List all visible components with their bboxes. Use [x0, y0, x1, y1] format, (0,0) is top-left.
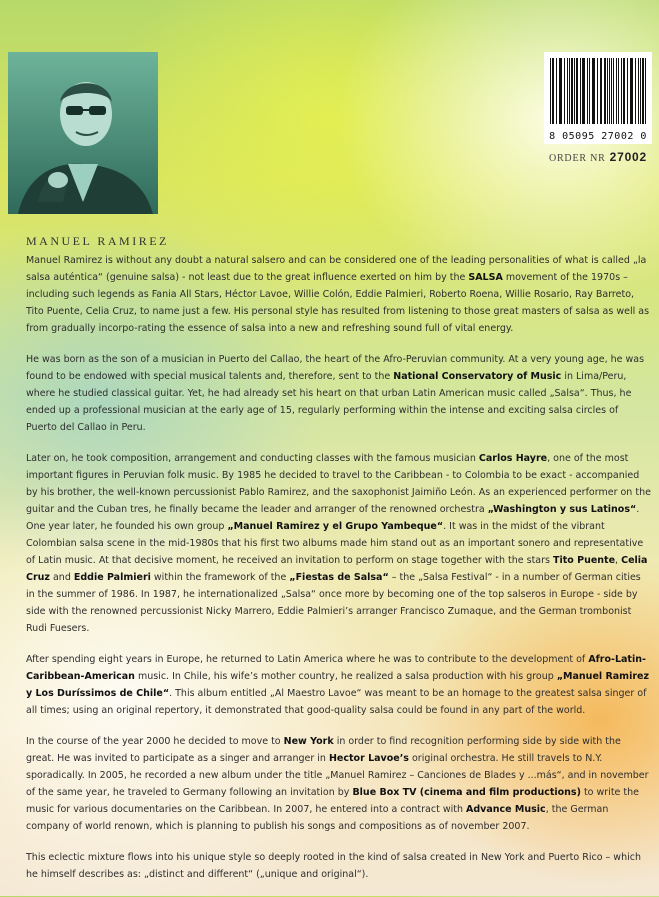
text-run: in Lima/Peru, where he studied classical guitar. Yet, he had already set his heart on that urban Latin American music called „Salsa“. Thus, he ended up a professional musician at the early age of 15, regularly performing within the intense and exciting salsa circles of Puerto del Callao in Peru.: [26, 371, 632, 433]
barcode-bar: [613, 58, 614, 124]
text-run: Later on, he took composition, arrangement and conducting classes with the famous musician: [26, 453, 479, 464]
highlighted-term: „Manuel Ramirez y Los Duríssimos de Chile“: [26, 671, 649, 699]
barcode-bar: [567, 58, 568, 124]
barcode-bar: [621, 58, 622, 124]
text-run: . One year later, he founded his own group: [26, 504, 640, 532]
barcode-bar: [604, 58, 606, 124]
barcode-bar: [587, 58, 588, 124]
text-run: After spending eight years in Europe, he returned to Latin America where he was to contribute to the development of: [26, 654, 589, 665]
barcode-bar: [645, 58, 646, 124]
barcode-bar: [582, 58, 585, 124]
highlighted-term: Eddie Palmieri: [73, 572, 151, 583]
barcode-bar: [638, 58, 639, 124]
highlighted-term: SALSA: [468, 272, 503, 283]
text-run: In the course of the year 2000 he decided to move to: [26, 736, 284, 747]
text-run: original orchestra. He still travels to N.Y. sporadically. In 2005, he recorded a new album under the title „Manuel Ramirez – Canciones de Blades y ...más“, and in november of the same year, he traveled to Germany following an invitation by: [26, 753, 649, 798]
barcode-bar: [623, 58, 625, 124]
order-value: 27002: [609, 150, 647, 164]
barcode-bar: [574, 58, 575, 124]
biography-text: [26, 252, 652, 897]
barcode-bar: [559, 58, 562, 124]
text-run: within the framework of the: [150, 572, 290, 583]
biography-paragraph: [26, 651, 652, 719]
biography-paragraph: [26, 351, 652, 436]
order-number: [549, 150, 647, 164]
barcode-bar: [556, 58, 557, 124]
highlighted-term: „Fiestas de Salsa“: [289, 572, 389, 583]
highlighted-term: New York: [283, 736, 334, 747]
highlighted-term: Tito Puente: [553, 555, 616, 566]
artist-portrait-image: [8, 52, 158, 214]
barcode-bar: [630, 58, 633, 124]
text-run: movement of the 1970s – including such legends as Fania All Stars, Héctor Lavoe, Willie Colón, Eddie Palmieri, Roberto Roena, Willie Rosario, Ray Barreto, Tito Puente, Celia Cruz, to name just a few. His personal style has resulted from listening to those great masters of salsa as well as from gradually incorpo-rating the essence of salsa into a new and refreshing sound full of vital energy.: [26, 272, 650, 334]
barcode-bar: [616, 58, 617, 124]
barcode-bar: [611, 58, 612, 124]
text-run: , the German company of world renown, which is planning to publish his songs and compositions as of november 2007.: [26, 804, 609, 832]
barcode-bar: [607, 58, 608, 124]
barcode: [544, 52, 652, 144]
barcode-bar: [580, 58, 581, 124]
biography-paragraph: [26, 450, 652, 637]
highlighted-term: Carlos Hayre: [478, 453, 548, 464]
barcode-bar: [592, 58, 595, 124]
highlighted-term: Hector Lavoe’s: [328, 753, 409, 764]
barcode-bar: [640, 58, 641, 124]
text-run: – the „Salsa Festival“ - in a number of German cities in the summer of 1986. In 1987, he internationalized „Salsa“ once more by becoming one of the top salseros in Europe - side by side with the renowned percussionist Nicky Marrero, Eddie Palmieri’s arranger Francisco Zumaque, and the German trombonist Rudi Fuesers.: [26, 572, 641, 634]
barcode-bar: [552, 58, 554, 124]
highlighted-term: Advance Music: [466, 804, 546, 815]
barcode-bar: [576, 58, 578, 124]
highlighted-term: Afro-Latin-Caribbean-American: [26, 654, 646, 682]
text-run: and: [49, 572, 74, 583]
text-run: ,: [615, 555, 622, 566]
text-run: , one of the most important figures in Peruvian folk music. By 1985 he decided to travel to the Caribbean - to Colombia to be exact - accompanied by his brother, the well-known percussionist Pablo Ramirez, and the saxophonist Jaimiño León. As an experienced performer on the guitar and the Cuban tres, he finally became the leader and arranger of the renowned orchestra: [26, 453, 651, 515]
biography-paragraph: [26, 733, 652, 835]
barcode-bar: [571, 58, 573, 124]
barcode-bar: [569, 58, 570, 124]
text-run: to write the music for various documentaries on the Caribbean. In 2007, he entered into a contract with: [26, 787, 639, 815]
barcode-bar: [564, 58, 565, 124]
text-run: . This album entitled „Al Maestro Lavoe“ was meant to be an homage to the greatest salsa singer of all times; using an original repertory, it demonstrated that good-quality salsa could be found in any part of the world.: [26, 688, 647, 716]
biography-paragraph: [26, 849, 652, 883]
barcode-bar: [597, 58, 598, 124]
text-run: music. In Chile, his wife’s mother country, he realized a salsa production with his group: [134, 671, 557, 682]
text-run: He was born as the son of a musician in Puerto del Callao, the heart of the Afro-Peruvian community. At a very young age, he was found to be endowed with special musical talents and, therefore, sent to the: [26, 354, 645, 382]
highlighted-term: „Manuel Ramirez y el Grupo Yambeque“: [227, 521, 444, 532]
highlighted-term: Celia Cruz: [26, 555, 648, 583]
barcode-bar: [627, 58, 628, 124]
text-run: in order to find recognition performing side by side with the great. He was invited to participate as a singer and arranger in: [26, 736, 621, 764]
text-run: This eclectic mixture flows into his unique style so deeply rooted in the kind of salsa created in New York and Puerto Rico – which he himself describes as: „distinct and different“ („unique and original“).: [26, 852, 641, 880]
barcode-bar: [589, 58, 590, 124]
barcode-bar: [600, 58, 602, 124]
barcode-bars: [544, 52, 652, 128]
barcode-bar: [609, 58, 610, 124]
biography-paragraph: [26, 252, 652, 337]
barcode-bar: [642, 58, 644, 124]
barcode-bar: [618, 58, 619, 124]
barcode-digits: 8 05095 27002 0: [549, 131, 647, 142]
highlighted-term: „Washington y sus Latinos“: [487, 504, 637, 515]
highlighted-term: Blue Box TV (cinema and film productions): [352, 787, 581, 798]
artist-name-heading: MANUEL RAMIREZ: [26, 234, 169, 248]
artist-photo: [8, 52, 158, 214]
text-run: Manuel Ramirez is without any doubt a natural salsero and can be considered one of the leading personalities of what is called „la salsa auténtica“ (genuine salsa) - not least due to the great influence exerted on him by the: [26, 255, 647, 283]
barcode-bar: [550, 58, 551, 124]
barcode-bar: [635, 58, 636, 124]
text-run: . It was in the midst of the vibrant Colombian salsa scene in the mid-1980s that his first two albums made him stand out as an important sonero and representative of Latin music. At that decisive moment, he received an invitation to perform on stage together with the stars: [26, 521, 644, 566]
order-label: ORDER NR: [548, 153, 606, 164]
highlighted-term: National Conservatory of Music: [393, 371, 562, 382]
